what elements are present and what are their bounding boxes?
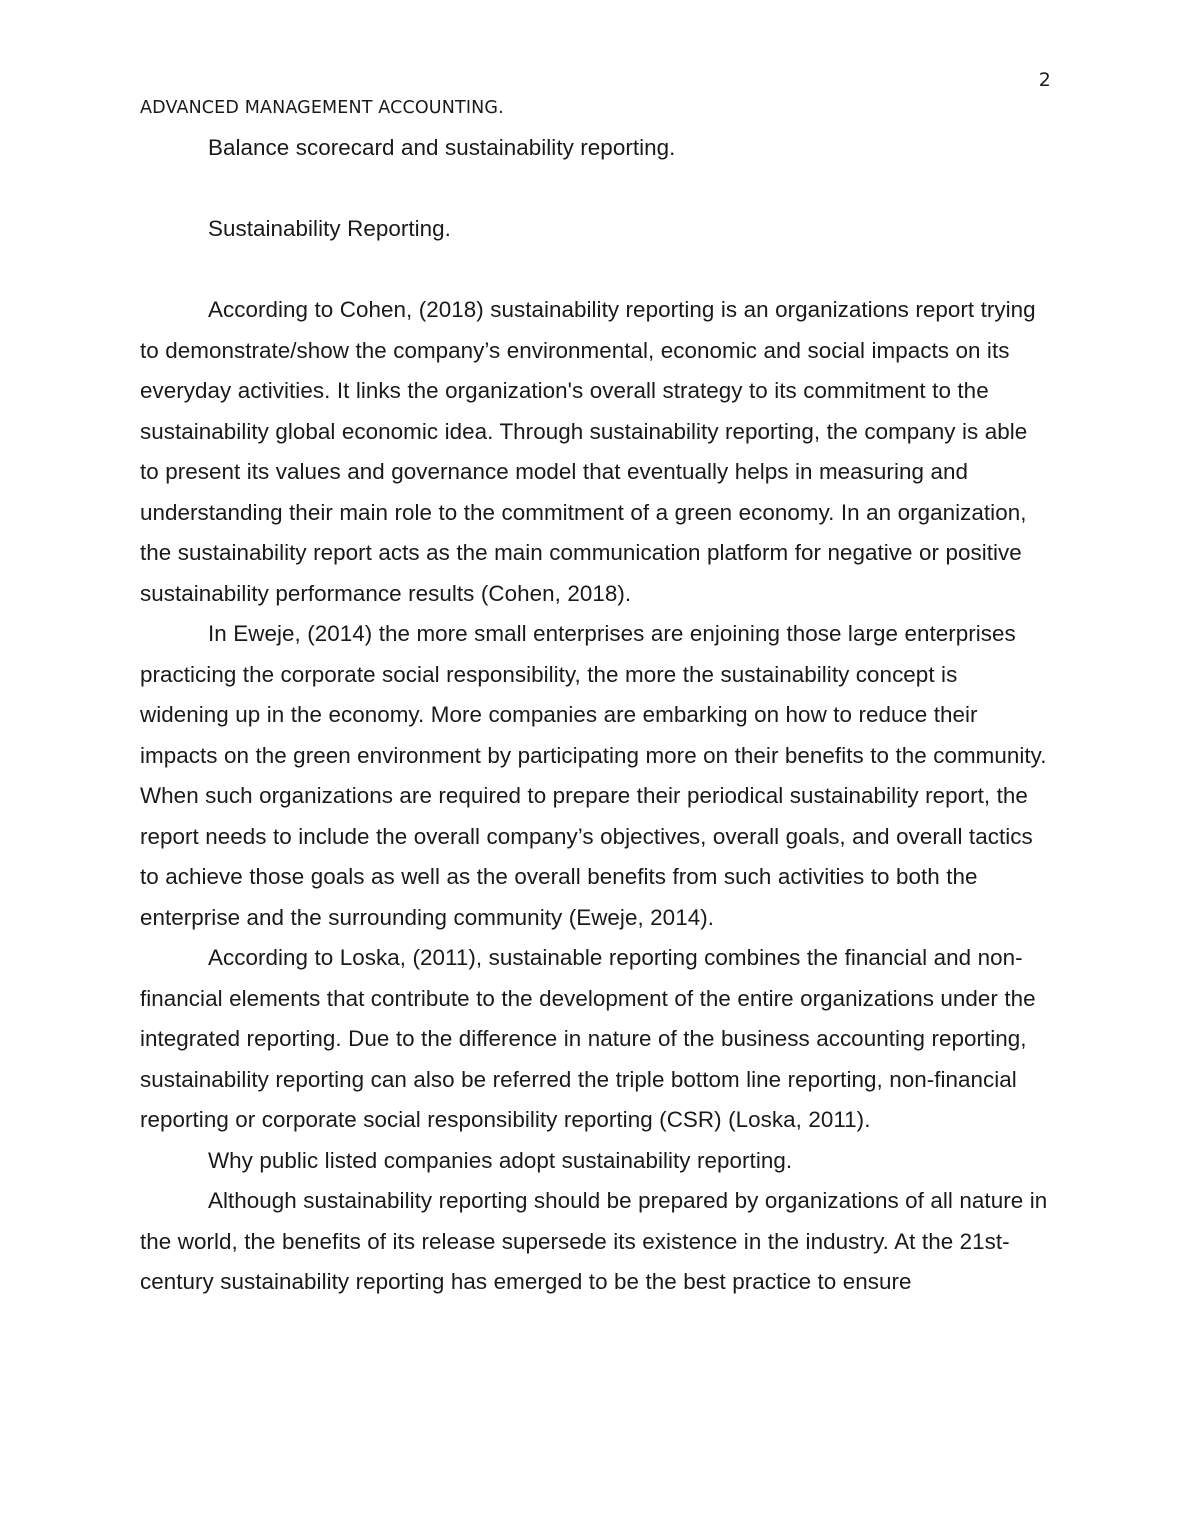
paragraph-adoption: Although sustainability reporting should be prepared by organizations of all nature in the world, the benefits of its release supersede its existence in the industry. At the 21st-century sustainability reporting has emerged to be the best practice to ensure [140, 1188, 1048, 1294]
subsection-heading-sustainability-reporting: Sustainability Reporting. [208, 216, 451, 241]
running-head: ADVANCED MANAGEMENT ACCOUNTING. [140, 98, 504, 118]
paragraph-spacer [140, 250, 1052, 291]
paragraph-cohen: According to Cohen, (2018) sustainability reporting is an organizations report trying to demonstrate/show the company’s environmental, economic and social impacts on its everyday activities. It links the organization's overall strategy to its commitment to the sustainability global economic idea. Through sustainability reporting, the company is able to present its values and governance model that eventually helps in measuring and understanding their main role to the commitment of a green economy. In an organization, the sustainability report acts as the main communication platform for negative or positive sustainability performance results (Cohen, 2018). [140, 297, 1036, 606]
paragraph-spacer [140, 169, 1052, 210]
page-number: 2 [1038, 69, 1051, 91]
paragraph-loska: According to Loska, (2011), sustainable reporting combines the financial and non-financial elements that contribute to the development of the entire organizations under the integrated reporting. Due to the difference in nature of the business accounting reporting, sustainability reporting can also be referred the triple bottom line reporting, non-financial reporting or corporate social responsibility reporting (CSR) (Loska, 2011). [140, 945, 1036, 1132]
document-body [140, 128, 1052, 1303]
subsection-heading-why-public-listed-companies: Why public listed companies adopt sustainability reporting. [208, 1147, 793, 1173]
paragraph-eweje: In Eweje, (2014) the more small enterprises are enjoining those large enterprises practicing the corporate social responsibility, the more the sustainability concept is widening up in the economy. More companies are embarking on how to reduce their impacts on the green environment by participating more on their benefits to the community. When such organizations are required to prepare their periodical sustainability report, the report needs to include the overall company’s objectives, overall goals, and overall tactics to achieve those goals as well as the overall benefits from such activities to both the enterprise and the surrounding community (Eweje, 2014). [140, 621, 1047, 930]
section-heading-balance-scorecard: Balance scorecard and sustainability reporting. [208, 135, 676, 160]
